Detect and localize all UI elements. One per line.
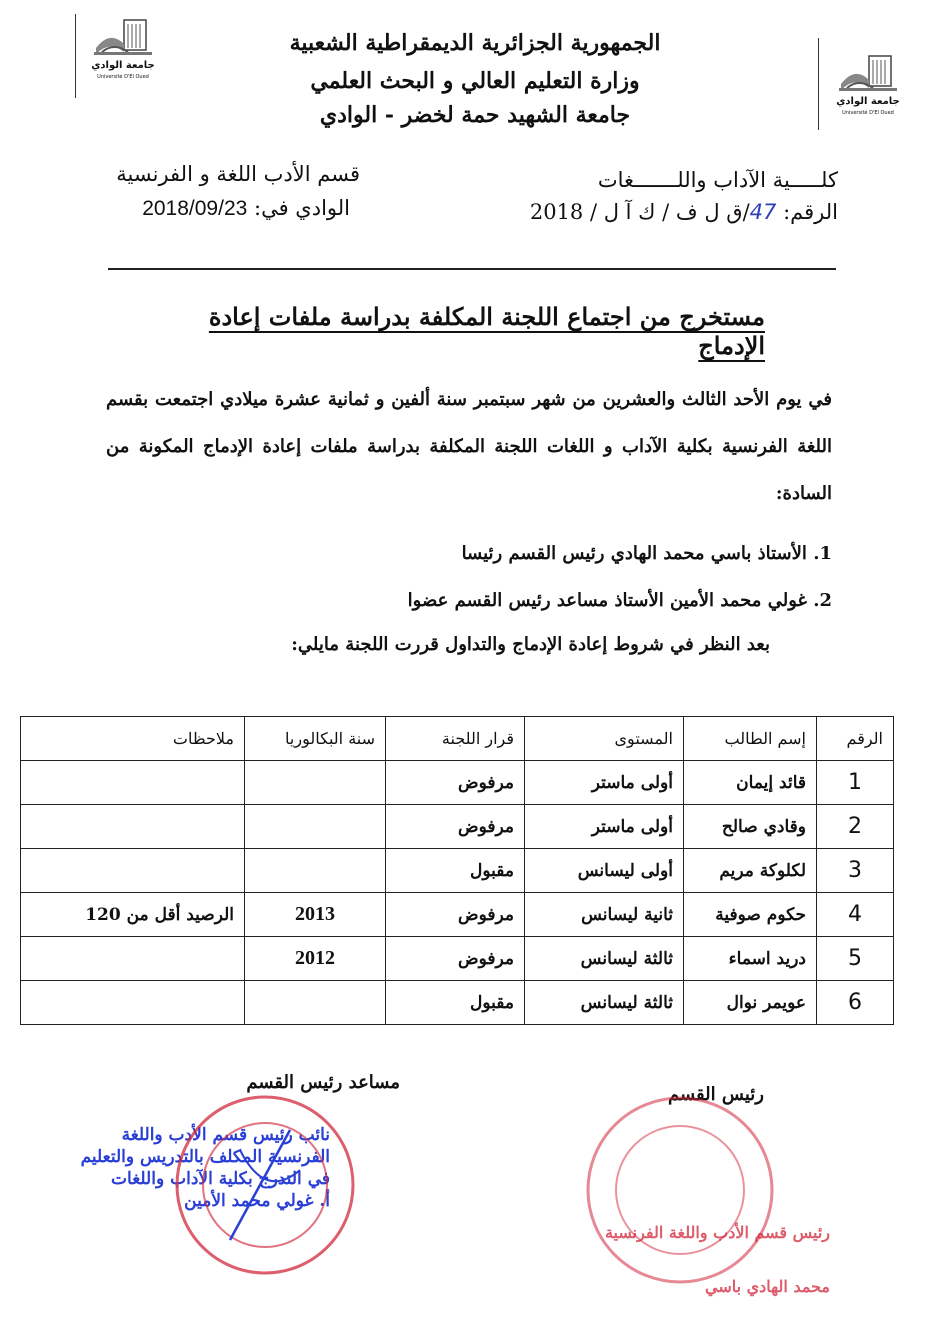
member-1-text: الأستاذ باسي محمد الهادي رئيس القسم رئيسا (461, 543, 807, 564)
header-bac-year: سنة البكالوريا (245, 717, 386, 761)
notes: الرصيد أقل من 120 (21, 893, 245, 937)
row-number: 2 (817, 805, 894, 849)
committee-decision: مقبول (386, 849, 525, 893)
row-number: 5 (817, 937, 894, 981)
table-row (21, 981, 894, 1025)
document-title: مستخرج من اجتماع اللجنة المكلفة بدراسة ملفات إعادة الإدماج (208, 302, 765, 360)
decisions-table (20, 716, 894, 1025)
student-level: أولى ليسانس (525, 849, 684, 893)
notes (21, 981, 245, 1025)
divider-left (75, 14, 76, 98)
bac-year (245, 805, 386, 849)
member-2-number: 2. (813, 590, 832, 611)
notes (21, 805, 245, 849)
red-stamp-line-1: رئيس قسم الأدب واللغة الفرنسية (604, 1223, 830, 1242)
header-level: المستوى (525, 717, 684, 761)
header-student-name: إسم الطالب (684, 717, 817, 761)
header-decision: قرار اللجنة (386, 717, 525, 761)
student-level: ثالثة ليسانس (525, 937, 684, 981)
student-name: عويمر نوال (684, 981, 817, 1025)
bac-year (245, 981, 386, 1025)
logo-caption: جامعة الوادي (91, 60, 155, 71)
department-name: قسم الأدب اللغة و الفرنسية (116, 162, 360, 186)
bac-year (245, 849, 386, 893)
student-level: ثالثة ليسانس (525, 981, 684, 1025)
blue-stamp-line-4: أ. غولي محمد الأمين (184, 1191, 330, 1211)
reference-text: /ق ل ف / ك آ ل / 2018 (529, 200, 750, 224)
student-name: قائد إيمان (684, 761, 817, 805)
bac-year: 2013 (245, 893, 386, 937)
notes (21, 849, 245, 893)
reference-number (508, 200, 838, 224)
intro-paragraph: في يوم الأحد الثالث والعشرين من شهر سبتمبر سنة ألفين و ثمانية عشرة ميلادي اجتمعت بقسم اللغة الفرنسية بكلية الآداب و اللغات اللجنة المكلفة بدراسة ملفات إعادة الإدماج المكونة من السادة: (106, 389, 832, 504)
header-notes: ملاحظات (21, 717, 245, 761)
round-stamp-left-icon (170, 1090, 360, 1280)
member-1-number: 1. (813, 543, 832, 564)
committee-decision: مرفوض (386, 893, 525, 937)
row-number: 3 (817, 849, 894, 893)
header-republic: الجمهورية الجزائرية الديمقراطية الشعبية (289, 30, 661, 56)
blue-stamp-line-1: نائب رئيس قسم الأدب واللغة (121, 1125, 330, 1145)
committee-decision: مرفوض (386, 937, 525, 981)
university-logo-right (833, 50, 903, 118)
student-level: أولى ماستر (525, 761, 684, 805)
notes (21, 937, 245, 981)
student-name: حكوم صوفية (684, 893, 817, 937)
student-name: لكلوكة مريم (684, 849, 817, 893)
table-header-row (21, 717, 894, 761)
signature-assistant-title: مساعد رئيس القسم (246, 1072, 400, 1093)
logo-caption-latin: Université D'El Oued (842, 110, 894, 116)
place-date-label: الوادي في: (254, 196, 350, 220)
header-university: جامعة الشهيد حمة لخضر - الوادي (319, 102, 631, 128)
committee-decision: مرفوض (386, 761, 525, 805)
bac-year: 2012 (245, 937, 386, 981)
table-row (21, 893, 894, 937)
header-separator (108, 268, 836, 270)
blue-stamp-line-3: في التدرج بكلية الآداب واللغات (111, 1169, 330, 1189)
logo-caption: جامعة الوادي (836, 96, 900, 107)
bac-year (245, 761, 386, 805)
blue-stamp-line-2: الفرنسية المكلف بالتدريس والتعليم (80, 1147, 330, 1167)
signature-head-title: رئيس القسم (668, 1084, 764, 1105)
row-number: 4 (817, 893, 894, 937)
document-date: 2018/09/23 (142, 197, 248, 220)
member-2-text: غولي محمد الأمين الأستاذ مساعد رئيس القسم عضوا (407, 590, 807, 611)
red-stamp-right (590, 1206, 830, 1314)
logo-caption-latin: Université D'El Oued (97, 74, 149, 80)
student-name: وقادي صالح (684, 805, 817, 849)
student-level: أولى ماستر (525, 805, 684, 849)
committee-decision: مرفوض (386, 805, 525, 849)
committee-decision: مقبول (386, 981, 525, 1025)
table-row (21, 805, 894, 849)
table-row (21, 849, 894, 893)
place-date (90, 196, 350, 221)
student-level: ثانية ليسانس (525, 893, 684, 937)
red-stamp-line-2: محمد الهادي باسي (705, 1277, 830, 1296)
row-number: 1 (817, 761, 894, 805)
row-number: 6 (817, 981, 894, 1025)
reference-label: الرقم: (783, 200, 838, 224)
decision-intro: بعد النظر في شروط إعادة الإدماج والتداول قررت اللجنة مايلي: (291, 634, 770, 655)
member-2 (272, 590, 832, 611)
member-1 (272, 543, 832, 564)
divider-right (818, 38, 819, 130)
reference-handwritten: 47 (749, 200, 777, 224)
table-row (21, 761, 894, 805)
student-name: دريد اسماء (684, 937, 817, 981)
notes (21, 761, 245, 805)
university-logo-left (88, 14, 158, 82)
header-ministry: وزارة التعليم العالي و البحث العلمي (310, 68, 640, 94)
table-row (21, 937, 894, 981)
header-number: الرقم (817, 717, 894, 761)
faculty-name: كلـــــية الآداب واللـــــــغات (597, 168, 838, 192)
